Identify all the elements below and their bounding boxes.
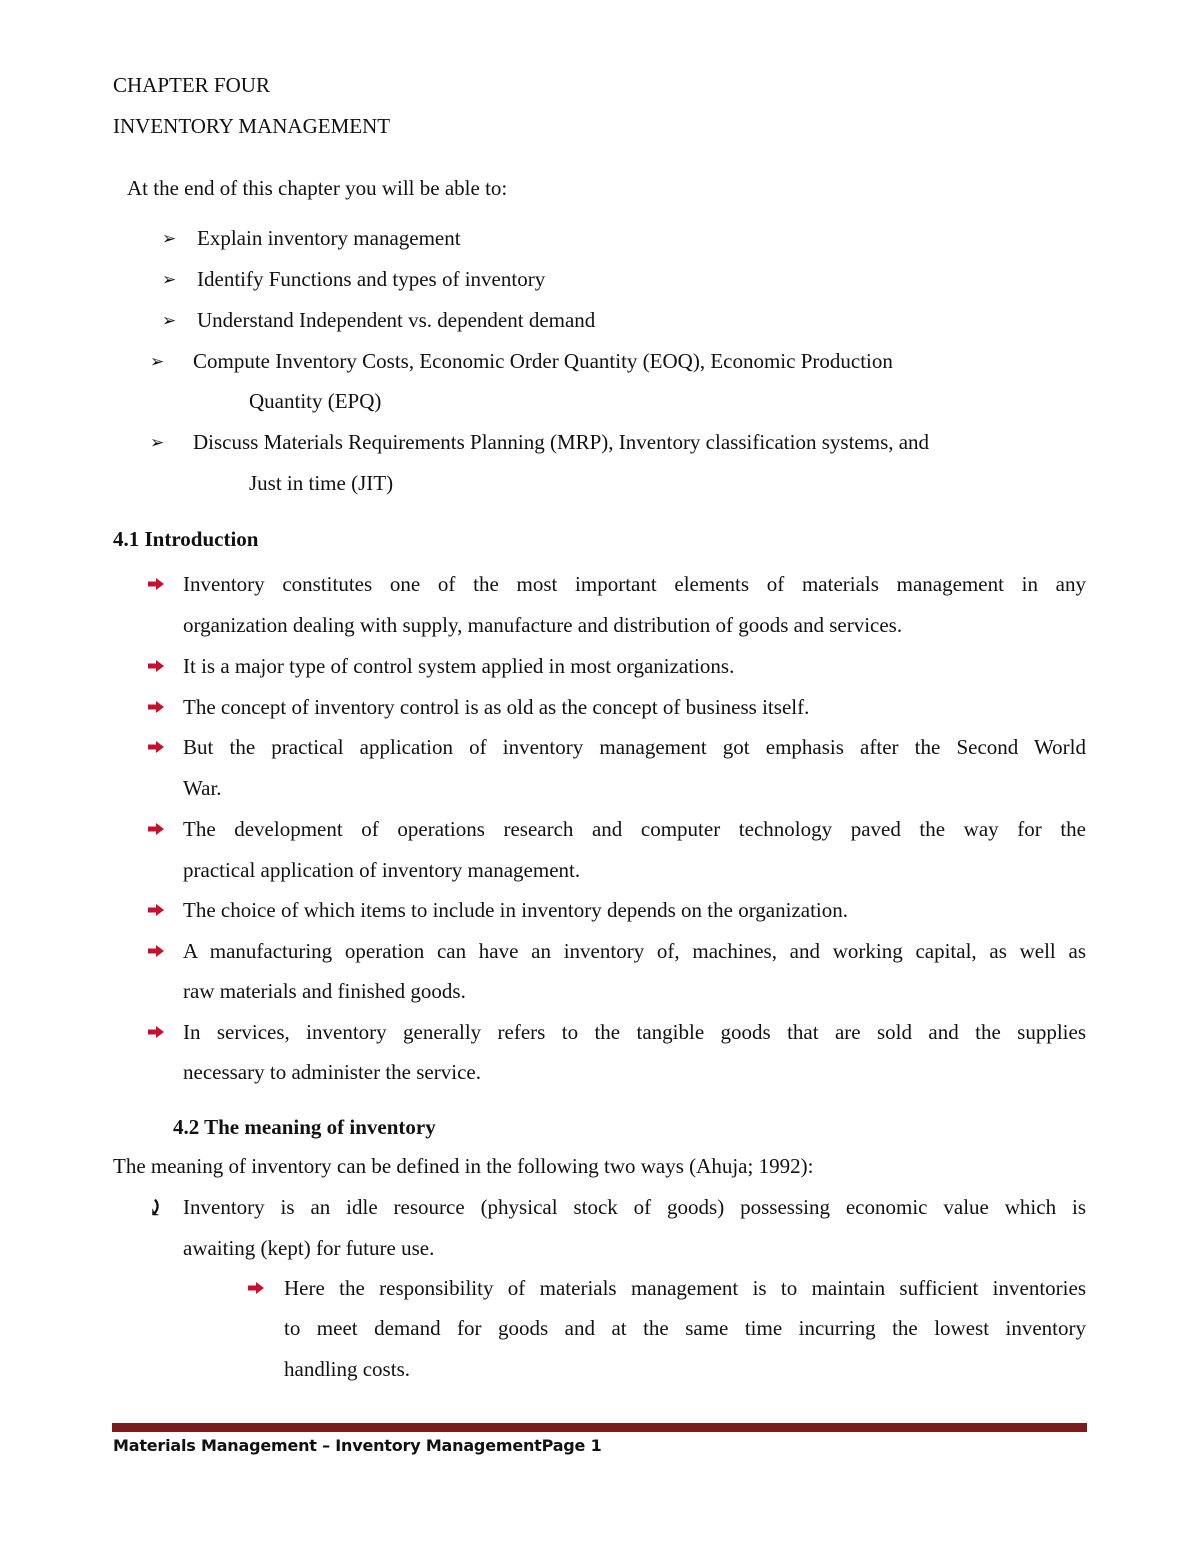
red-arrow-icon bbox=[148, 904, 164, 916]
intro-line: The choice of which items to include in inventory depends on the organization. bbox=[183, 898, 849, 922]
arrowhead-icon: ➢ bbox=[150, 352, 165, 371]
meaning-intro: The meaning of inventory can be defined in the following two ways (Ahuja; 1992): bbox=[113, 1154, 814, 1178]
red-arrow-icon bbox=[148, 660, 164, 672]
meaning-line: awaiting (kept) for future use. bbox=[183, 1236, 435, 1260]
chapter-title: INVENTORY MANAGEMENT bbox=[113, 114, 391, 138]
meaning-subline: Here the responsibility of materials management is to maintain sufficient inventories bbox=[284, 1276, 1086, 1300]
red-arrow-icon bbox=[148, 741, 164, 753]
footer-rule bbox=[112, 1423, 1087, 1432]
intro-line: In services, inventory generally refers to the tangible goods that are sold and the supplies bbox=[183, 1020, 1086, 1044]
objective-item: Discuss Materials Requirements Planning (MRP), Inventory classification systems, and bbox=[193, 430, 930, 454]
intro-line: A manufacturing operation can have an inventory of, machines, and working capital, as well as bbox=[183, 939, 1086, 963]
objective-item: Compute Inventory Costs, Economic Order Quantity (EOQ), Economic Production bbox=[193, 349, 893, 373]
objectives-intro: At the end of this chapter you will be able to: bbox=[127, 176, 508, 200]
red-arrow-icon bbox=[148, 945, 164, 957]
meaning-line: Inventory is an idle resource (physical stock of goods) possessing economic value which is bbox=[183, 1195, 1086, 1219]
section-heading-meaning: 4.2 The meaning of inventory bbox=[173, 1115, 436, 1139]
red-arrow-icon bbox=[148, 701, 164, 713]
chapter-label: CHAPTER FOUR bbox=[113, 73, 270, 97]
objective-item-continued: Just in time (JIT) bbox=[249, 471, 394, 495]
intro-line: practical application of inventory management. bbox=[183, 858, 581, 882]
objective-item: Explain inventory management bbox=[197, 226, 461, 250]
objective-item-continued: Quantity (EPQ) bbox=[249, 389, 382, 413]
intro-line: organization dealing with supply, manufacture and distribution of goods and services. bbox=[183, 613, 903, 637]
arrowhead-icon: ➢ bbox=[150, 433, 165, 452]
page-footer: Materials Management – Inventory ManagementPage 1 bbox=[113, 1436, 602, 1455]
red-arrow-icon bbox=[248, 1282, 264, 1294]
intro-line: The concept of inventory control is as old as the concept of business itself. bbox=[183, 695, 810, 719]
arrowhead-icon: ➢ bbox=[162, 229, 177, 248]
meaning-subline: handling costs. bbox=[284, 1357, 410, 1381]
curved-arrow-icon: ⤸ bbox=[146, 1195, 165, 1220]
objective-item: Understand Independent vs. dependent demand bbox=[197, 308, 596, 332]
section-heading-introduction: 4.1 Introduction bbox=[113, 527, 259, 551]
intro-line: necessary to administer the service. bbox=[183, 1060, 481, 1084]
intro-line: Inventory constitutes one of the most important elements of materials management in any bbox=[183, 572, 1086, 596]
arrowhead-icon: ➢ bbox=[162, 311, 177, 330]
red-arrow-icon bbox=[148, 578, 164, 590]
meaning-subline: to meet demand for goods and at the same time incurring the lowest inventory bbox=[284, 1316, 1086, 1340]
red-arrow-icon bbox=[148, 823, 164, 835]
intro-line: The development of operations research and computer technology paved the way for the bbox=[183, 817, 1086, 841]
arrowhead-icon: ➢ bbox=[162, 270, 177, 289]
intro-line: raw materials and finished goods. bbox=[183, 979, 466, 1003]
intro-line: But the practical application of inventory management got emphasis after the Second World bbox=[183, 735, 1086, 759]
red-arrow-icon bbox=[148, 1026, 164, 1038]
intro-line: War. bbox=[183, 776, 222, 800]
intro-line: It is a major type of control system applied in most organizations. bbox=[183, 654, 735, 678]
objective-item: Identify Functions and types of inventory bbox=[197, 267, 546, 291]
